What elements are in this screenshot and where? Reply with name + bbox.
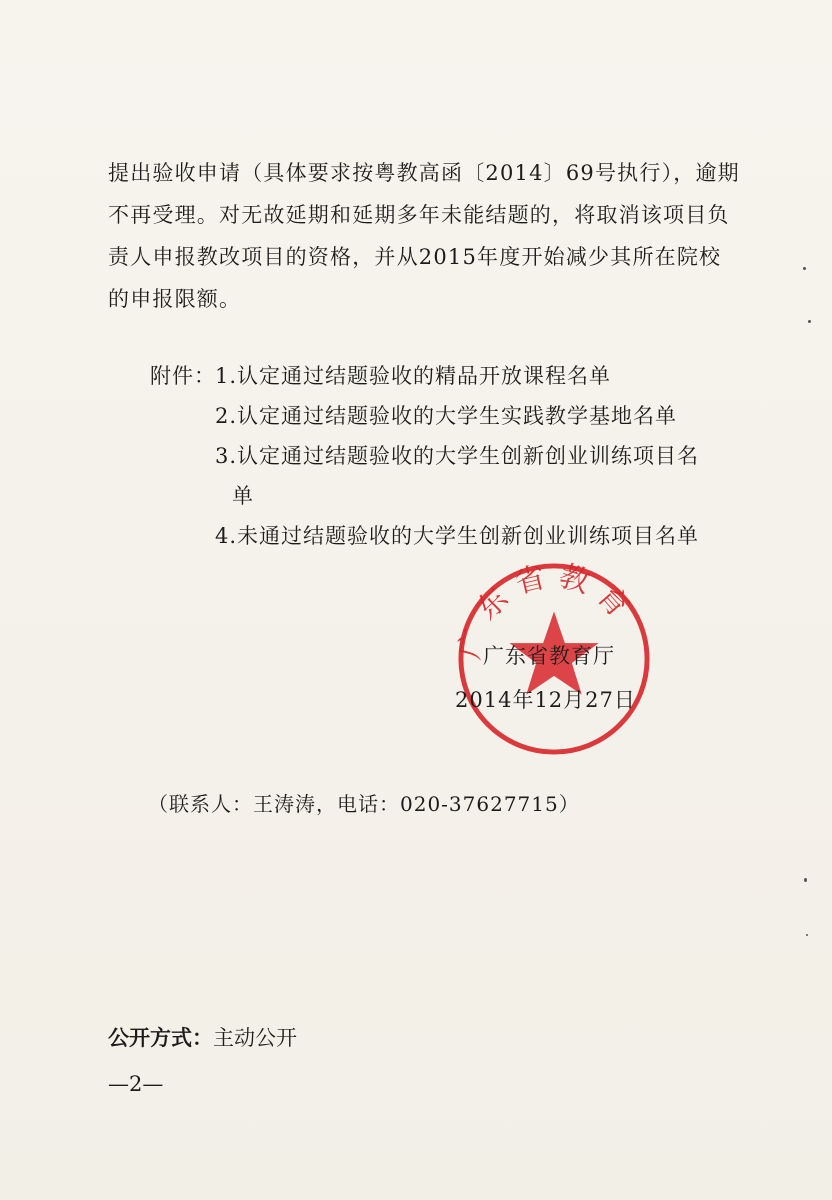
issue-date: 2014年12月27日 [455, 688, 636, 712]
contact-info: （联系人：王涛涛，电话：020-37627715） [148, 792, 580, 816]
body-line-4: 的申报限额。 [108, 287, 242, 311]
scan-speck [806, 934, 808, 936]
scan-speck [804, 878, 807, 882]
issuing-organization: 广东省教育厅 [483, 644, 615, 668]
disclosure-value: 主动公开 [213, 1026, 297, 1050]
attachment-item-1: 1.认定通过结题验收的精品开放课程名单 [215, 364, 612, 388]
body-line-2: 不再受理。对无故延期和延期多年未能结题的，将取消该项目负 [108, 203, 730, 227]
attachment-prefix: 附件： [150, 364, 216, 388]
page-number: —2— [108, 1072, 164, 1096]
attachment-item-4: 4.未通过结题验收的大学生创新创业训练项目名单 [215, 524, 700, 548]
scan-speck [803, 267, 806, 270]
body-line-1: 提出验收申请（具体要求按粤教高函〔2014〕69号执行），逾期 [108, 161, 740, 185]
svg-text:广东省教育: 广东省教育 [455, 560, 643, 663]
disclosure-label: 公开方式： [108, 1026, 213, 1050]
disclosure-line [108, 1022, 297, 1052]
scan-speck [808, 320, 811, 323]
attachment-item-3: 3.认定通过结题验收的大学生创新创业训练项目名 [215, 444, 700, 468]
body-line-3: 责人申报教改项目的资格，并从2015年度开始减少其所在院校 [108, 245, 722, 269]
attachment-item-2: 2.认定通过结题验收的大学生实践教学基地名单 [215, 404, 678, 428]
attachment-item-3-cont: 单 [232, 484, 254, 508]
